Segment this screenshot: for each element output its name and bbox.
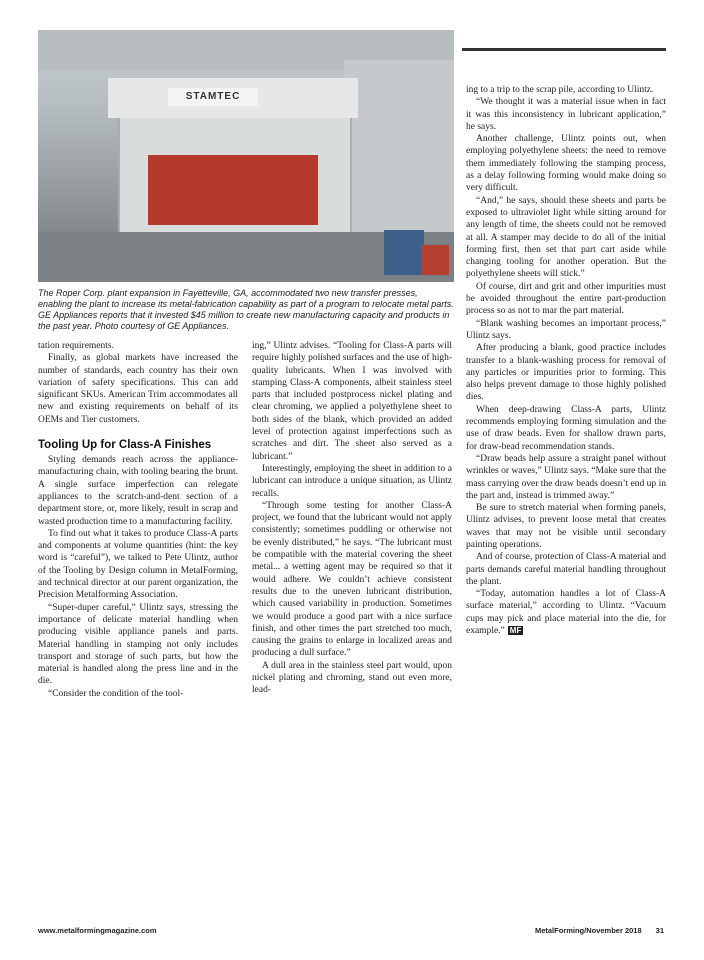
paragraph: “Consider the condition of the tool-	[48, 688, 184, 699]
paragraph: “Through some testing for another Class-A project, we found that the lubricant would not apply consistently; sometimes puddling or otherwise not be evenly distributed,” he says. “The lubricant must be compatible with the material covering the sheet metal... a wetting agent may be required so that it would adhere. We couldn’t achieve consistent results due to the uneven lubricant distribution, which caused variability in production. Sometimes we would produce a good part with a nice surface finish, and other times the part stretched too much, causing the grains to enlarge in localized areas and producing a dull surface.”	[252, 500, 452, 659]
section-heading: Tooling Up for Class-A Finishes	[38, 439, 212, 452]
paragraph: A dull area in the stainless steel part would, upon nickel plating and chroming, stand out even more, lead-	[252, 660, 452, 696]
press-bolster	[148, 155, 318, 225]
paragraph: Finally, as global markets have increased the number of standards, each country has their own variation of safety specifications. This can add significant SKUs. American Trim accommodates all new and existing requirements on behalf of its OEMs and Tier customers.	[38, 353, 238, 425]
paragraph: Interestingly, employing the sheet in addition to a lubricant can introduce a unique situation, as Ulintz recalls.	[252, 463, 452, 499]
paragraph: To find out what it takes to produce Class-A parts and components at volume quantities (hint: the key word is “careful”), we talked to Pete Ulintz, author of the Tooling by Design column in MetalForming, and technical director at our parent organization, the Precision Metalforming Association.	[38, 528, 238, 601]
footer-url: www.metalformingmagazine.com	[38, 926, 157, 935]
footer-right	[535, 926, 664, 935]
paragraph: “Draw beads help assure a straight panel without wrinkles or waves,” Ulintz says. “Make sure that the mass carrying over the draw beads doesn’t end up in the part and, instead is trimmed away.”	[466, 453, 666, 501]
page-number: 31	[655, 926, 664, 935]
paragraph: Another challenge, Ulintz points out, when employing polyethylene sheets: the need to remove them immediately following the stamping process, as a delay following forming would make doing so very difficult.	[466, 134, 666, 194]
paragraph: Styling demands reach across the appliance-manufacturing chain, with tooling bearing the brunt. A single surface imperfection can relegate appliances to the scratch-and-dent section of a department store, or, more likely, result in scrap and wasted production time to a manufacturing facility.	[38, 455, 238, 527]
press-logo: STAMTEC	[168, 88, 258, 106]
paragraph: “We thought it was a material issue when in fact it was this inconsistency in lubricant application,” he says.	[466, 97, 666, 132]
paragraph: ing to a trip to the scrap pile, according to Ulintz.	[466, 85, 654, 95]
column-3	[466, 84, 666, 637]
paragraph: tation requirements.	[38, 341, 114, 351]
photo-caption: The Roper Corp. plant expansion in Fayetteville, GA, accommodated two new transfer presses, enabling the plant to increase its metal-fabrication capability as part of a program to relocate metal parts. GE Appliances reports that it invested $45 million to create new manufacturing capacity and products in the past year. Photo courtesy of GE Appliances.	[38, 288, 454, 331]
paragraph: And of course, protection of Class-A material and parts demands careful material handling throughout the plant.	[466, 552, 666, 587]
paragraph: Of course, dirt and grit and other impurities must be avoided throughout the entire part-production process so as not to mar the part material.	[466, 281, 666, 317]
paragraph: ing,” Ulintz advises. “Tooling for Class-A parts will require highly polished surfaces and the use of high-quality lubricants. When I was involved with stamping Class-A components, albeit stainless steel parts that included postprocess nickel plating and clear chroming, we applied a polyethylene sheet to both sides of the blank, which provided an added level of protection against imperfections such as scratches and dirt. The sheet also served as a lubricant.”	[252, 341, 452, 462]
column-1	[38, 340, 238, 700]
paragraph: “And,” he says, should these sheets and parts be exposed to ultraviolet light while sitting around for any length of time, the sheets could not be removed at all. A stamper may decide to do all of the initial forming first, then set that part cart aside while changing tooling for another operation. But the polyethylene sheets will stick.”	[466, 195, 666, 280]
paragraph: When deep-drawing Class-A parts, Ulintz recommends employing forming simulation and the use of draw beads. Even for shallow drawn parts, for draw-bead recommendation stands.	[466, 404, 666, 452]
end-mark: MF	[509, 626, 522, 636]
paragraph: Be sure to stretch material when forming panels, Ulintz advises, to prevent loose metal that creates waves that may not be visible until secondary painting operations.	[466, 503, 666, 550]
photo-wall	[344, 60, 454, 250]
red-bin	[421, 245, 449, 275]
paragraph: “Super-duper careful,” Ulintz says, stressing the importance of delicate material handling when producing visible appliance panels and parts. Material handling in stamping not only includes transport and storage of such parts, but how the material is handled along the press line and in the die.	[38, 602, 238, 687]
blue-bin	[384, 230, 424, 275]
paragraph: After producing a blank, good practice includes transfer to a blank-washing process for removal of any particles or impurities prior to forming. This also helps prevent damage to those highly polished dies.	[466, 343, 666, 403]
paragraph-text: “Today, automation handles a lot of Class-A surface material,” according to Ulintz. “Vacuum cups may pick and place material into the die, for example.”	[466, 589, 666, 637]
column-2	[252, 340, 452, 697]
press-photo	[38, 30, 454, 282]
paragraph	[466, 588, 666, 637]
paragraph: “Blank washing becomes an important process,” Ulintz says.	[466, 318, 666, 341]
footer-issue: MetalForming/November 2018	[534, 926, 642, 935]
section-rule	[462, 48, 666, 51]
